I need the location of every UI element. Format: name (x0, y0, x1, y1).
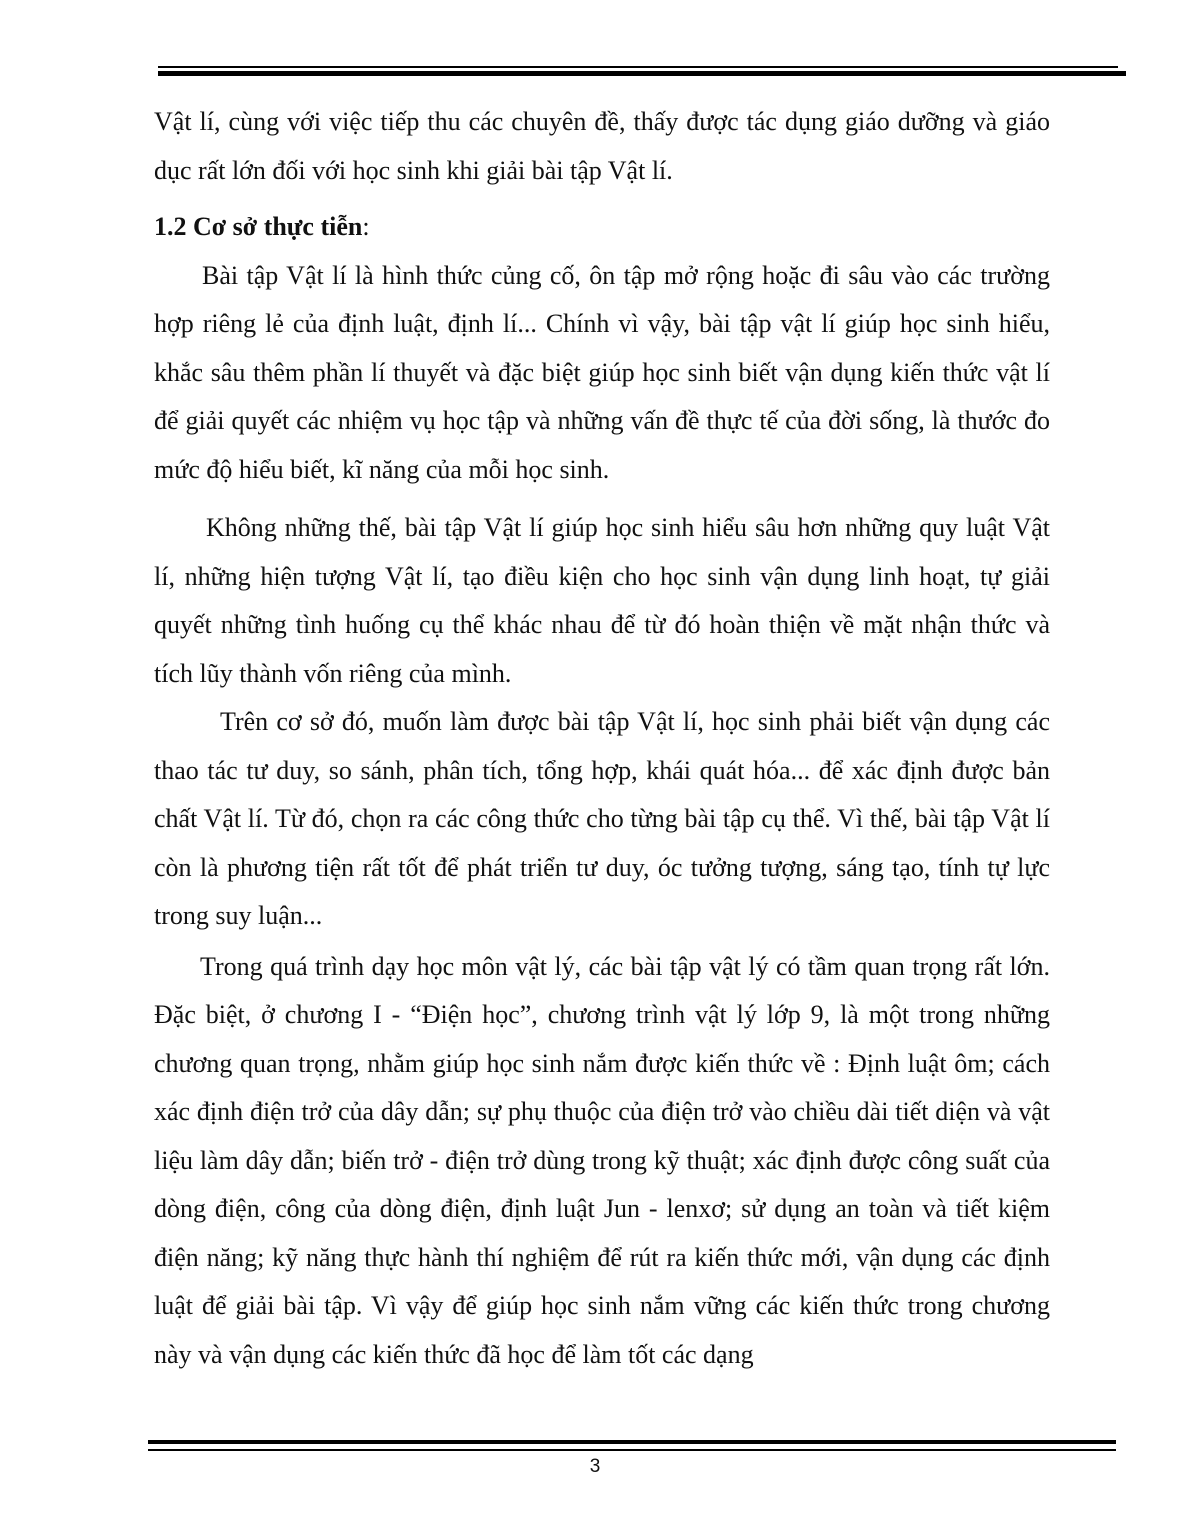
header-rule-thin (158, 66, 1118, 68)
header-rule-thick (158, 71, 1126, 76)
paragraph-deeper-understanding: Không những thế, bài tập Vật lí giúp học sinh hiểu sâu hơn những quy luật Vật lí, những hiện tượng Vật lí, tạo điều kiện cho học sinh vận dụng linh hoạt, tự giải quyết những tình huống cụ thể khác nhau để từ đó hoàn thiện về mặt nhận thức và tích lũy thành vốn riêng của mình. (154, 513, 1050, 688)
intro-continuation-paragraph: Vật lí, cùng với việc tiếp thu các chuyên đề, thấy được tác dụng giáo dưỡng và giáo dục rất lớn đối với học sinh khi giải bài tập Vật lí. (154, 107, 1050, 185)
section-heading-title: 1.2 Cơ sở thực tiễn (154, 212, 363, 241)
section-heading (154, 203, 1050, 252)
paragraph-thinking-skills: Trên cơ sở đó, muốn làm được bài tập Vật lí, học sinh phải biết vận dụng các thao tác tư duy, so sánh, phân tích, tổng hợp, khái quát hóa... để xác định được bản chất Vật lí. Từ đó, chọn ra các công thức cho từng bài tập cụ thể. Vì thế, bài tập Vật lí còn là phương tiện rất tốt để phát triển tư duy, óc tưởng tượng, sáng tạo, tính tự lực trong suy luận... (154, 707, 1050, 930)
page-number: 3 (589, 1456, 601, 1477)
page-body (154, 98, 1050, 1379)
section-heading-colon: : (362, 212, 370, 241)
paragraph-practical-basis: Bài tập Vật lí là hình thức củng cố, ôn tập mở rộng hoặc đi sâu vào các trường hợp riêng lẻ của định luật, định lí... Chính vì vậy, bài tập vật lí giúp học sinh hiểu, khắc sâu thêm phần lí thuyết và đặc biệt giúp học sinh biết vận dụng kiến thức vật lí để giải quyết các nhiệm vụ học tập và những vấn đề thực tế của đời sống, là thước đo mức độ hiểu biết, kĩ năng của mỗi học sinh. (154, 260, 1050, 484)
paragraph-electricity-chapter: Trong quá trình dạy học môn vật lý, các bài tập vật lý có tầm quan trọng rất lớn. Đặc biệt, ở chương I - “Điện học”, chương trình vật lý lớp 9, là một trong những chương quan trọng, nhằm giúp học sinh nắm được kiến thức về : Định luật ôm; cách xác định điện trở của dây dẫn; sự phụ thuộc của điện trở vào chiều dài tiết diện và vật liệu làm dây dẫn; biến trở - điện trở dùng trong kỹ thuật; xác định được công suất của dòng điện, công của dòng điện, định luật Jun - lenxơ; sử dụng an toàn và tiết kiệm điện năng; kỹ năng thực hành thí nghiệm để rút ra kiến thức mới, vận dụng các định luật để giải bài tập. Vì vậy để giúp học sinh nắm vững các kiến thức trong chương này và vận dụng các kiến thức đã học để làm tốt các dạng (154, 951, 1050, 1369)
footer-rule-thick (148, 1440, 1116, 1444)
footer-rule-thin (148, 1449, 1116, 1451)
